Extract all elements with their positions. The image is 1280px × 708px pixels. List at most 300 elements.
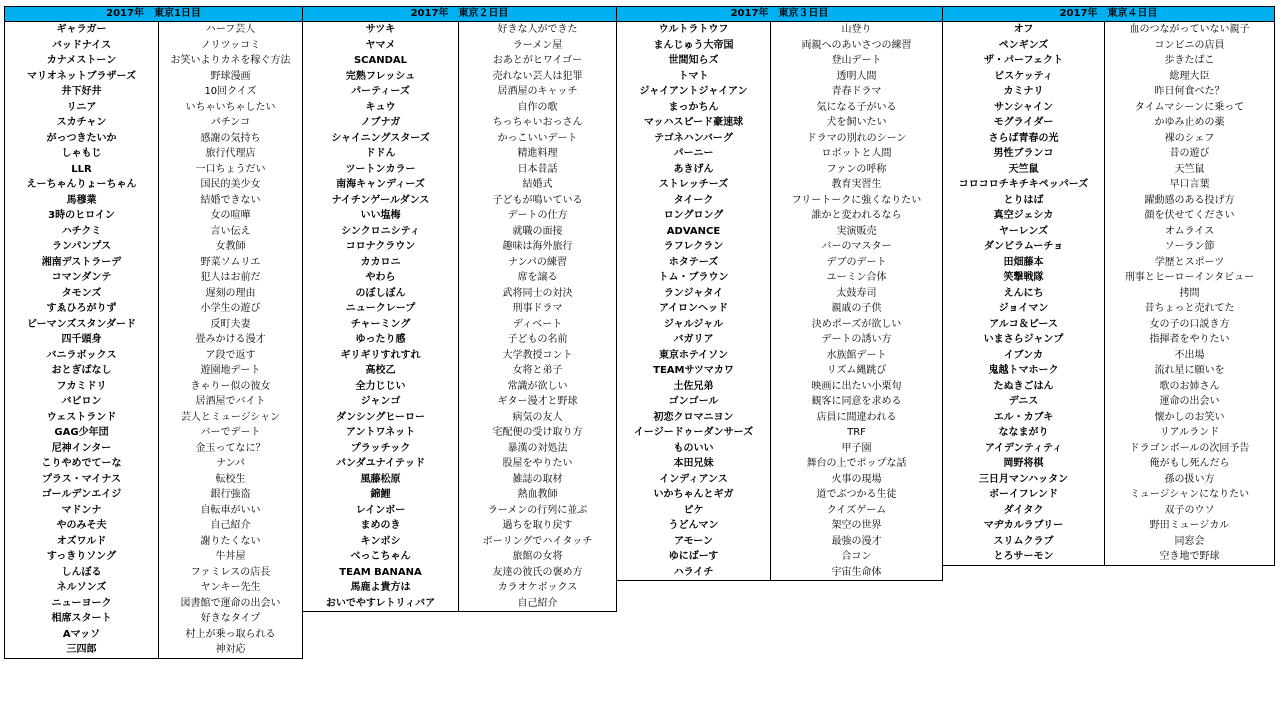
table-row bbox=[303, 503, 617, 519]
table-row bbox=[943, 22, 1275, 38]
combi-name: 三日月マンハッタン bbox=[943, 472, 1105, 488]
table-row bbox=[943, 224, 1275, 240]
combi-name: 風藤松原 bbox=[303, 472, 459, 488]
combi-name: 初恋クロマニヨン bbox=[617, 410, 771, 426]
combi-name: ADVANCE bbox=[617, 224, 771, 240]
neta-theme: デートの誘い方 bbox=[821, 334, 892, 345]
combi-name: えんにち bbox=[943, 286, 1105, 302]
combi-name: LLR bbox=[5, 162, 159, 178]
combi-name: タモンズ bbox=[5, 286, 159, 302]
table-row bbox=[5, 611, 303, 627]
table-row bbox=[303, 224, 617, 240]
neta-theme: 青春ドラマ bbox=[831, 86, 882, 97]
table-row bbox=[303, 332, 617, 348]
table-row bbox=[943, 472, 1275, 488]
neta-theme: 拷問 bbox=[1179, 287, 1200, 299]
combi-name: 完熟フレッシュ bbox=[303, 69, 459, 85]
neta-theme: 好きなタイプ bbox=[200, 613, 261, 624]
neta-theme: 刑事ドラマ bbox=[512, 303, 563, 314]
combi-name: ゴンゴール bbox=[617, 394, 771, 410]
combi-name: ランパンプス bbox=[5, 239, 159, 255]
combi-name: ゴールデンエイジ bbox=[5, 487, 159, 503]
combi-name: ななまがり bbox=[943, 425, 1105, 441]
table-row bbox=[943, 53, 1275, 69]
table-row bbox=[303, 348, 617, 364]
neta-theme: 病気の友人 bbox=[512, 411, 563, 423]
combi-name: プラッチック bbox=[303, 441, 459, 457]
neta-theme: 双子のウソ bbox=[1164, 504, 1215, 516]
neta-theme: 架空の世界 bbox=[831, 520, 882, 531]
combi-name: おいでやすレトリィバア bbox=[303, 596, 459, 612]
table-row bbox=[943, 534, 1275, 550]
combi-name: いかちゃんとギガ bbox=[617, 487, 771, 503]
neta-theme: 子どもの名前 bbox=[507, 334, 568, 345]
table-row bbox=[5, 348, 303, 364]
table-row bbox=[303, 193, 617, 209]
table-row bbox=[5, 394, 303, 410]
table-row bbox=[5, 146, 303, 162]
neta-theme: 小学生の遊び bbox=[200, 303, 261, 314]
neta-theme: 親戚の子供 bbox=[831, 303, 882, 314]
combi-name: アントワネット bbox=[303, 425, 459, 441]
neta-theme: 図書館で運命の出会い bbox=[180, 597, 281, 609]
neta-theme: フリートークに強くなりたい bbox=[791, 194, 922, 206]
combi-name: いまさらジャンプ bbox=[943, 332, 1105, 348]
table-row bbox=[5, 177, 303, 193]
table-row bbox=[617, 472, 943, 488]
neta-theme: 畳みかける漫才 bbox=[195, 334, 266, 345]
day-3-table bbox=[616, 6, 943, 581]
table-row bbox=[5, 425, 303, 441]
table-row bbox=[5, 162, 303, 178]
table-row bbox=[617, 255, 943, 271]
table-row bbox=[303, 518, 617, 534]
combi-name: 男性ブランコ bbox=[943, 146, 1105, 162]
table-row bbox=[303, 208, 617, 224]
combi-name: ネルソンズ bbox=[5, 580, 159, 596]
neta-theme: 女将と弟子 bbox=[512, 365, 563, 376]
neta-theme: バーでデート bbox=[200, 427, 261, 438]
table-row bbox=[5, 255, 303, 271]
neta-theme: ファミレスの店長 bbox=[190, 566, 271, 578]
table-row bbox=[617, 425, 943, 441]
combi-name: イージードゥーダンサーズ bbox=[617, 425, 771, 441]
combi-name: バニラボックス bbox=[5, 348, 159, 364]
table-row bbox=[617, 503, 943, 519]
table-row bbox=[617, 193, 943, 209]
table-row bbox=[617, 239, 943, 255]
combi-name: パーニー bbox=[617, 146, 771, 162]
table-row bbox=[303, 534, 617, 550]
table-row bbox=[5, 565, 303, 581]
combi-name: まっかちん bbox=[617, 100, 771, 116]
combi-name: 本田兄妹 bbox=[617, 456, 771, 472]
table-row bbox=[617, 348, 943, 364]
neta-theme: 子どもが鳴いている bbox=[492, 194, 583, 206]
table-row bbox=[5, 456, 303, 472]
combi-name: 井下好井 bbox=[5, 84, 159, 100]
combi-name: 馬穆業 bbox=[5, 193, 159, 209]
neta-theme: 宇宙生命体 bbox=[831, 566, 882, 578]
neta-theme: ボーリングでハイタッチ bbox=[482, 535, 593, 547]
table-row bbox=[5, 596, 303, 612]
table-row bbox=[943, 286, 1275, 302]
neta-theme: TRF bbox=[847, 427, 866, 438]
neta-theme: 指揮者をやりたい bbox=[1149, 334, 1230, 345]
neta-theme: ファンの呼称 bbox=[826, 163, 887, 175]
neta-theme: 流れ星に願いを bbox=[1154, 365, 1225, 376]
combi-name: のぼしぼん bbox=[303, 286, 459, 302]
combi-name: えーちゃんりょーちゃん bbox=[5, 177, 159, 193]
neta-theme: 野菜ソムリエ bbox=[200, 256, 261, 268]
table-row bbox=[617, 379, 943, 395]
combi-name: まんじゅう大帝国 bbox=[617, 38, 771, 54]
combi-name: サツキ bbox=[303, 22, 459, 38]
table-row bbox=[617, 518, 943, 534]
combi-name: まめのき bbox=[303, 518, 459, 534]
neta-theme: ラーメン屋 bbox=[512, 39, 563, 51]
table-row bbox=[5, 410, 303, 426]
neta-theme: 好きな人ができた bbox=[497, 24, 578, 35]
table-row bbox=[303, 100, 617, 116]
neta-theme: 一口ちょうだい bbox=[195, 163, 266, 175]
combi-name: ニューヨーク bbox=[5, 596, 159, 612]
neta-theme: 遅刻の理由 bbox=[205, 287, 256, 299]
neta-theme: 精進料理 bbox=[517, 148, 558, 159]
combi-name: ビスケッティ bbox=[943, 69, 1105, 85]
neta-theme: 友達の彼氏の褒め方 bbox=[492, 566, 583, 578]
combi-name: タイーク bbox=[617, 193, 771, 209]
combi-name: 相席スタート bbox=[5, 611, 159, 627]
neta-theme: 自作の歌 bbox=[517, 101, 558, 113]
combi-name: ペンギンズ bbox=[943, 38, 1105, 54]
day-1-table bbox=[4, 6, 303, 659]
neta-theme: 女教師 bbox=[215, 241, 246, 252]
combi-name: バビロン bbox=[5, 394, 159, 410]
neta-theme: かゆみ止めの薬 bbox=[1154, 117, 1225, 128]
table-row bbox=[943, 317, 1275, 333]
neta-theme: 合コン bbox=[841, 551, 872, 562]
combi-name: ジャルジャル bbox=[617, 317, 771, 333]
combi-name: とりはば bbox=[943, 193, 1105, 209]
table-row bbox=[617, 286, 943, 302]
table-row bbox=[303, 565, 617, 581]
table-row bbox=[303, 394, 617, 410]
combi-name: スリムクラブ bbox=[943, 534, 1105, 550]
table-row bbox=[5, 69, 303, 85]
neta-theme: 日本昔話 bbox=[517, 163, 558, 175]
neta-theme: 犯人はお前だ bbox=[200, 272, 261, 283]
neta-theme: 自己紹介 bbox=[517, 597, 558, 609]
table-row bbox=[617, 456, 943, 472]
table-row bbox=[943, 177, 1275, 193]
neta-theme: 感謝の気持ち bbox=[200, 132, 261, 144]
neta-theme: 映画に出たい小栗旬 bbox=[811, 380, 902, 392]
neta-theme: ア段で返す bbox=[205, 349, 256, 361]
table-row bbox=[303, 115, 617, 131]
neta-theme: 野田ミュージカル bbox=[1149, 520, 1230, 531]
table-row bbox=[617, 301, 943, 317]
combi-name: ラフレクラン bbox=[617, 239, 771, 255]
neta-theme: デートの仕方 bbox=[507, 210, 568, 221]
combi-name: ギャラガー bbox=[5, 22, 159, 38]
combi-name: TEAM BANANA bbox=[303, 565, 459, 581]
combi-name: コマンダンテ bbox=[5, 270, 159, 286]
neta-theme: 女の喧嘩 bbox=[210, 210, 251, 221]
combi-name: リニア bbox=[5, 100, 159, 116]
table-row bbox=[617, 441, 943, 457]
neta-theme: 暴漢の対処法 bbox=[507, 442, 568, 454]
day-2-header: 2017年 東京２日目 bbox=[303, 7, 617, 22]
combi-name: 全力じじい bbox=[303, 379, 459, 395]
table-row bbox=[943, 487, 1275, 503]
neta-theme: デブのデート bbox=[826, 256, 887, 268]
neta-theme: おあとがヒワイゴー bbox=[492, 55, 583, 66]
neta-theme: 山登り bbox=[841, 24, 872, 35]
combi-name: 鬼越トマホーク bbox=[943, 363, 1105, 379]
table-row bbox=[943, 503, 1275, 519]
table-row bbox=[5, 332, 303, 348]
combi-name: プラス・マイナス bbox=[5, 472, 159, 488]
combi-name: ダイタク bbox=[943, 503, 1105, 519]
table-row bbox=[617, 549, 943, 565]
table-row bbox=[5, 84, 303, 100]
table-row bbox=[303, 379, 617, 395]
neta-theme: いちゃいちゃしたい bbox=[185, 101, 276, 113]
combi-name: 土佐兄弟 bbox=[617, 379, 771, 395]
neta-theme: コンビニの店員 bbox=[1154, 39, 1225, 51]
table-row bbox=[5, 518, 303, 534]
neta-theme: 運命の出会い bbox=[1159, 396, 1220, 407]
neta-theme: 牛丼屋 bbox=[215, 551, 246, 562]
neta-theme: 国民的美少女 bbox=[200, 179, 261, 190]
table-row bbox=[303, 69, 617, 85]
neta-theme: 教育実習生 bbox=[831, 179, 882, 190]
table-row bbox=[617, 394, 943, 410]
neta-theme: 謝りたくない bbox=[200, 535, 261, 547]
combi-name: ものいい bbox=[617, 441, 771, 457]
combi-name: アイロンヘッド bbox=[617, 301, 771, 317]
neta-theme: 転校生 bbox=[215, 473, 246, 485]
combi-name: トム・ブラウン bbox=[617, 270, 771, 286]
neta-theme: バーのマスター bbox=[821, 241, 892, 252]
combi-name: カミナリ bbox=[943, 84, 1105, 100]
combi-name: ゆにばーす bbox=[617, 549, 771, 565]
combi-name: 馬鹿よ貴方は bbox=[303, 580, 459, 596]
neta-theme: 旅行代理店 bbox=[205, 148, 256, 159]
neta-theme: 刑事とヒーローインタビュー bbox=[1124, 272, 1255, 283]
combi-name: すっきりソング bbox=[5, 549, 159, 565]
table-row bbox=[617, 162, 943, 178]
combi-name: Aマッソ bbox=[5, 627, 159, 643]
day-4-header: 2017年 東京４日目 bbox=[943, 7, 1275, 22]
neta-theme: 孫の扱い方 bbox=[1164, 473, 1215, 485]
neta-theme: 武将同士の対決 bbox=[502, 287, 573, 299]
neta-theme: ハーフ芸人 bbox=[205, 24, 256, 35]
combi-name: ウェストランド bbox=[5, 410, 159, 426]
table-row bbox=[943, 518, 1275, 534]
combi-name: 世間知らズ bbox=[617, 53, 771, 69]
neta-theme: 透明人間 bbox=[836, 70, 877, 82]
table-row bbox=[617, 363, 943, 379]
neta-theme: 金玉ってなに？ bbox=[195, 442, 266, 454]
table-row bbox=[943, 100, 1275, 116]
combi-name: モグライダー bbox=[943, 115, 1105, 131]
combi-name: うどんマン bbox=[617, 518, 771, 534]
table-row bbox=[943, 38, 1275, 54]
combi-name: 真空ジェシカ bbox=[943, 208, 1105, 224]
neta-theme: ラーメンの行列に並ぶ bbox=[487, 504, 588, 516]
combi-name: 田畑藤本 bbox=[943, 255, 1105, 271]
neta-theme: 自転車がいい bbox=[200, 504, 261, 516]
neta-theme: ギター漫才と野球 bbox=[497, 396, 578, 407]
table-row bbox=[943, 162, 1275, 178]
table-row bbox=[943, 456, 1275, 472]
neta-theme: 決めポーズが欲しい bbox=[811, 318, 902, 330]
combi-name: ビーマンズスタンダード bbox=[5, 317, 159, 333]
combi-name: コロナクラウン bbox=[303, 239, 459, 255]
combi-name: シャイニングスターズ bbox=[303, 131, 459, 147]
table-row bbox=[617, 69, 943, 85]
combi-name: アルコ＆ピース bbox=[943, 317, 1105, 333]
day-1-header: 2017年 東京1日目 bbox=[5, 7, 303, 22]
neta-theme: 雑誌の取材 bbox=[512, 473, 563, 485]
table-row bbox=[617, 317, 943, 333]
combi-name: ギリギリすれすれ bbox=[303, 348, 459, 364]
neta-theme: 学歴とスポーツ bbox=[1154, 256, 1225, 268]
table-row bbox=[303, 410, 617, 426]
day-3-header: 2017年 東京３日目 bbox=[617, 7, 943, 22]
neta-theme: 同窓会 bbox=[1174, 535, 1205, 547]
combi-name: マドンナ bbox=[5, 503, 159, 519]
table-row bbox=[617, 410, 943, 426]
table-row bbox=[5, 208, 303, 224]
combi-name: ホタテーズ bbox=[617, 255, 771, 271]
neta-theme: 両親へのあいさつの練習 bbox=[801, 39, 912, 51]
table-row bbox=[303, 487, 617, 503]
neta-theme: ソーラン節 bbox=[1164, 241, 1215, 252]
table-row bbox=[943, 425, 1275, 441]
table-row bbox=[303, 177, 617, 193]
combi-name: 錦鯉 bbox=[303, 487, 459, 503]
neta-theme: ドラゴンボールの次回予告 bbox=[1129, 442, 1250, 454]
neta-theme: 最強の漫才 bbox=[831, 535, 882, 547]
combi-name: がっつきたいか bbox=[5, 131, 159, 147]
neta-theme: 女の子の口説き方 bbox=[1149, 318, 1230, 330]
combi-name: 3時のヒロイン bbox=[5, 208, 159, 224]
neta-theme: リアルランド bbox=[1159, 427, 1220, 438]
combi-name: インディアンス bbox=[617, 472, 771, 488]
table-row bbox=[303, 580, 617, 596]
table-row bbox=[303, 162, 617, 178]
combi-name: やのみそ夫 bbox=[5, 518, 159, 534]
combi-name: ボーイフレンド bbox=[943, 487, 1105, 503]
combi-name: 高校乙 bbox=[303, 363, 459, 379]
neta-theme: ユーミン合体 bbox=[826, 272, 887, 283]
combi-name: ロングロング bbox=[617, 208, 771, 224]
neta-theme: ナンパ bbox=[216, 458, 245, 469]
neta-theme: クイズゲーム bbox=[826, 504, 887, 516]
table-row bbox=[5, 53, 303, 69]
neta-theme: かっこいいデート bbox=[497, 132, 578, 144]
neta-theme: 歩きたばこ bbox=[1164, 55, 1215, 66]
neta-theme: 結婚できない bbox=[200, 194, 261, 206]
table-row bbox=[5, 100, 303, 116]
combi-name: キンボシ bbox=[303, 534, 459, 550]
table-row bbox=[617, 53, 943, 69]
table-row bbox=[943, 131, 1275, 147]
neta-theme: リズム縄跳び bbox=[826, 365, 887, 376]
combi-name: たぬきごはん bbox=[943, 379, 1105, 395]
table-row bbox=[5, 131, 303, 147]
table-row bbox=[5, 38, 303, 54]
neta-theme: ディベート bbox=[512, 318, 563, 330]
neta-theme: 俺がもし死んだら bbox=[1149, 458, 1230, 469]
table-row bbox=[303, 441, 617, 457]
table-row bbox=[5, 286, 303, 302]
neta-theme: 売れない芸人は犯罪 bbox=[492, 70, 583, 82]
combi-name: いい塩梅 bbox=[303, 208, 459, 224]
neta-theme: 居酒屋でバイト bbox=[195, 396, 266, 407]
neta-theme: 銀行強盗 bbox=[210, 489, 251, 500]
table-row bbox=[303, 596, 617, 612]
neta-theme: 躍動感のある投げ方 bbox=[1144, 194, 1235, 206]
neta-theme: 太鼓寿司 bbox=[836, 287, 877, 299]
combi-name: マヂカルラブリー bbox=[943, 518, 1105, 534]
neta-theme: 熱血教師 bbox=[517, 489, 558, 500]
neta-theme: タイムマシーンに乗って bbox=[1134, 101, 1245, 113]
combi-name: しゃもじ bbox=[5, 146, 159, 162]
combi-name: ツートンカラー bbox=[303, 162, 459, 178]
combi-name: デニス bbox=[943, 394, 1105, 410]
neta-theme: 歌のお姉さん bbox=[1159, 380, 1220, 392]
neta-theme: 昔の遊び bbox=[1169, 148, 1210, 159]
table-row bbox=[303, 270, 617, 286]
table-row bbox=[943, 115, 1275, 131]
combi-name: ザ・パーフェクト bbox=[943, 53, 1105, 69]
combi-name: シンクロニシティ bbox=[303, 224, 459, 240]
table-row bbox=[303, 146, 617, 162]
combi-name: マリオネットブラザーズ bbox=[5, 69, 159, 85]
table-row bbox=[617, 332, 943, 348]
table-row bbox=[303, 549, 617, 565]
combi-name: アモーン bbox=[617, 534, 771, 550]
table-row bbox=[5, 487, 303, 503]
combi-name: イブンカ bbox=[943, 348, 1105, 364]
table-row bbox=[617, 100, 943, 116]
combi-name: フカミドリ bbox=[5, 379, 159, 395]
combi-name: チャーミング bbox=[303, 317, 459, 333]
table-row bbox=[617, 177, 943, 193]
neta-theme: 実演販売 bbox=[836, 225, 877, 237]
combi-name: オフ bbox=[943, 22, 1105, 38]
table-row bbox=[617, 115, 943, 131]
neta-theme: 血のつながっていない親子 bbox=[1129, 24, 1250, 35]
combi-name: 三四郎 bbox=[5, 642, 159, 658]
neta-theme: ミュージシャンになりたい bbox=[1129, 489, 1250, 500]
table-row bbox=[943, 348, 1275, 364]
neta-theme: 10回クイズ bbox=[204, 86, 257, 97]
table-row bbox=[303, 456, 617, 472]
neta-theme: 空き地で野球 bbox=[1159, 551, 1220, 562]
table-row bbox=[303, 84, 617, 100]
table-row bbox=[617, 534, 943, 550]
neta-theme: 水族館デート bbox=[826, 349, 887, 361]
table-row bbox=[303, 53, 617, 69]
table-row bbox=[943, 146, 1275, 162]
table-row bbox=[943, 549, 1275, 565]
table-row bbox=[5, 534, 303, 550]
